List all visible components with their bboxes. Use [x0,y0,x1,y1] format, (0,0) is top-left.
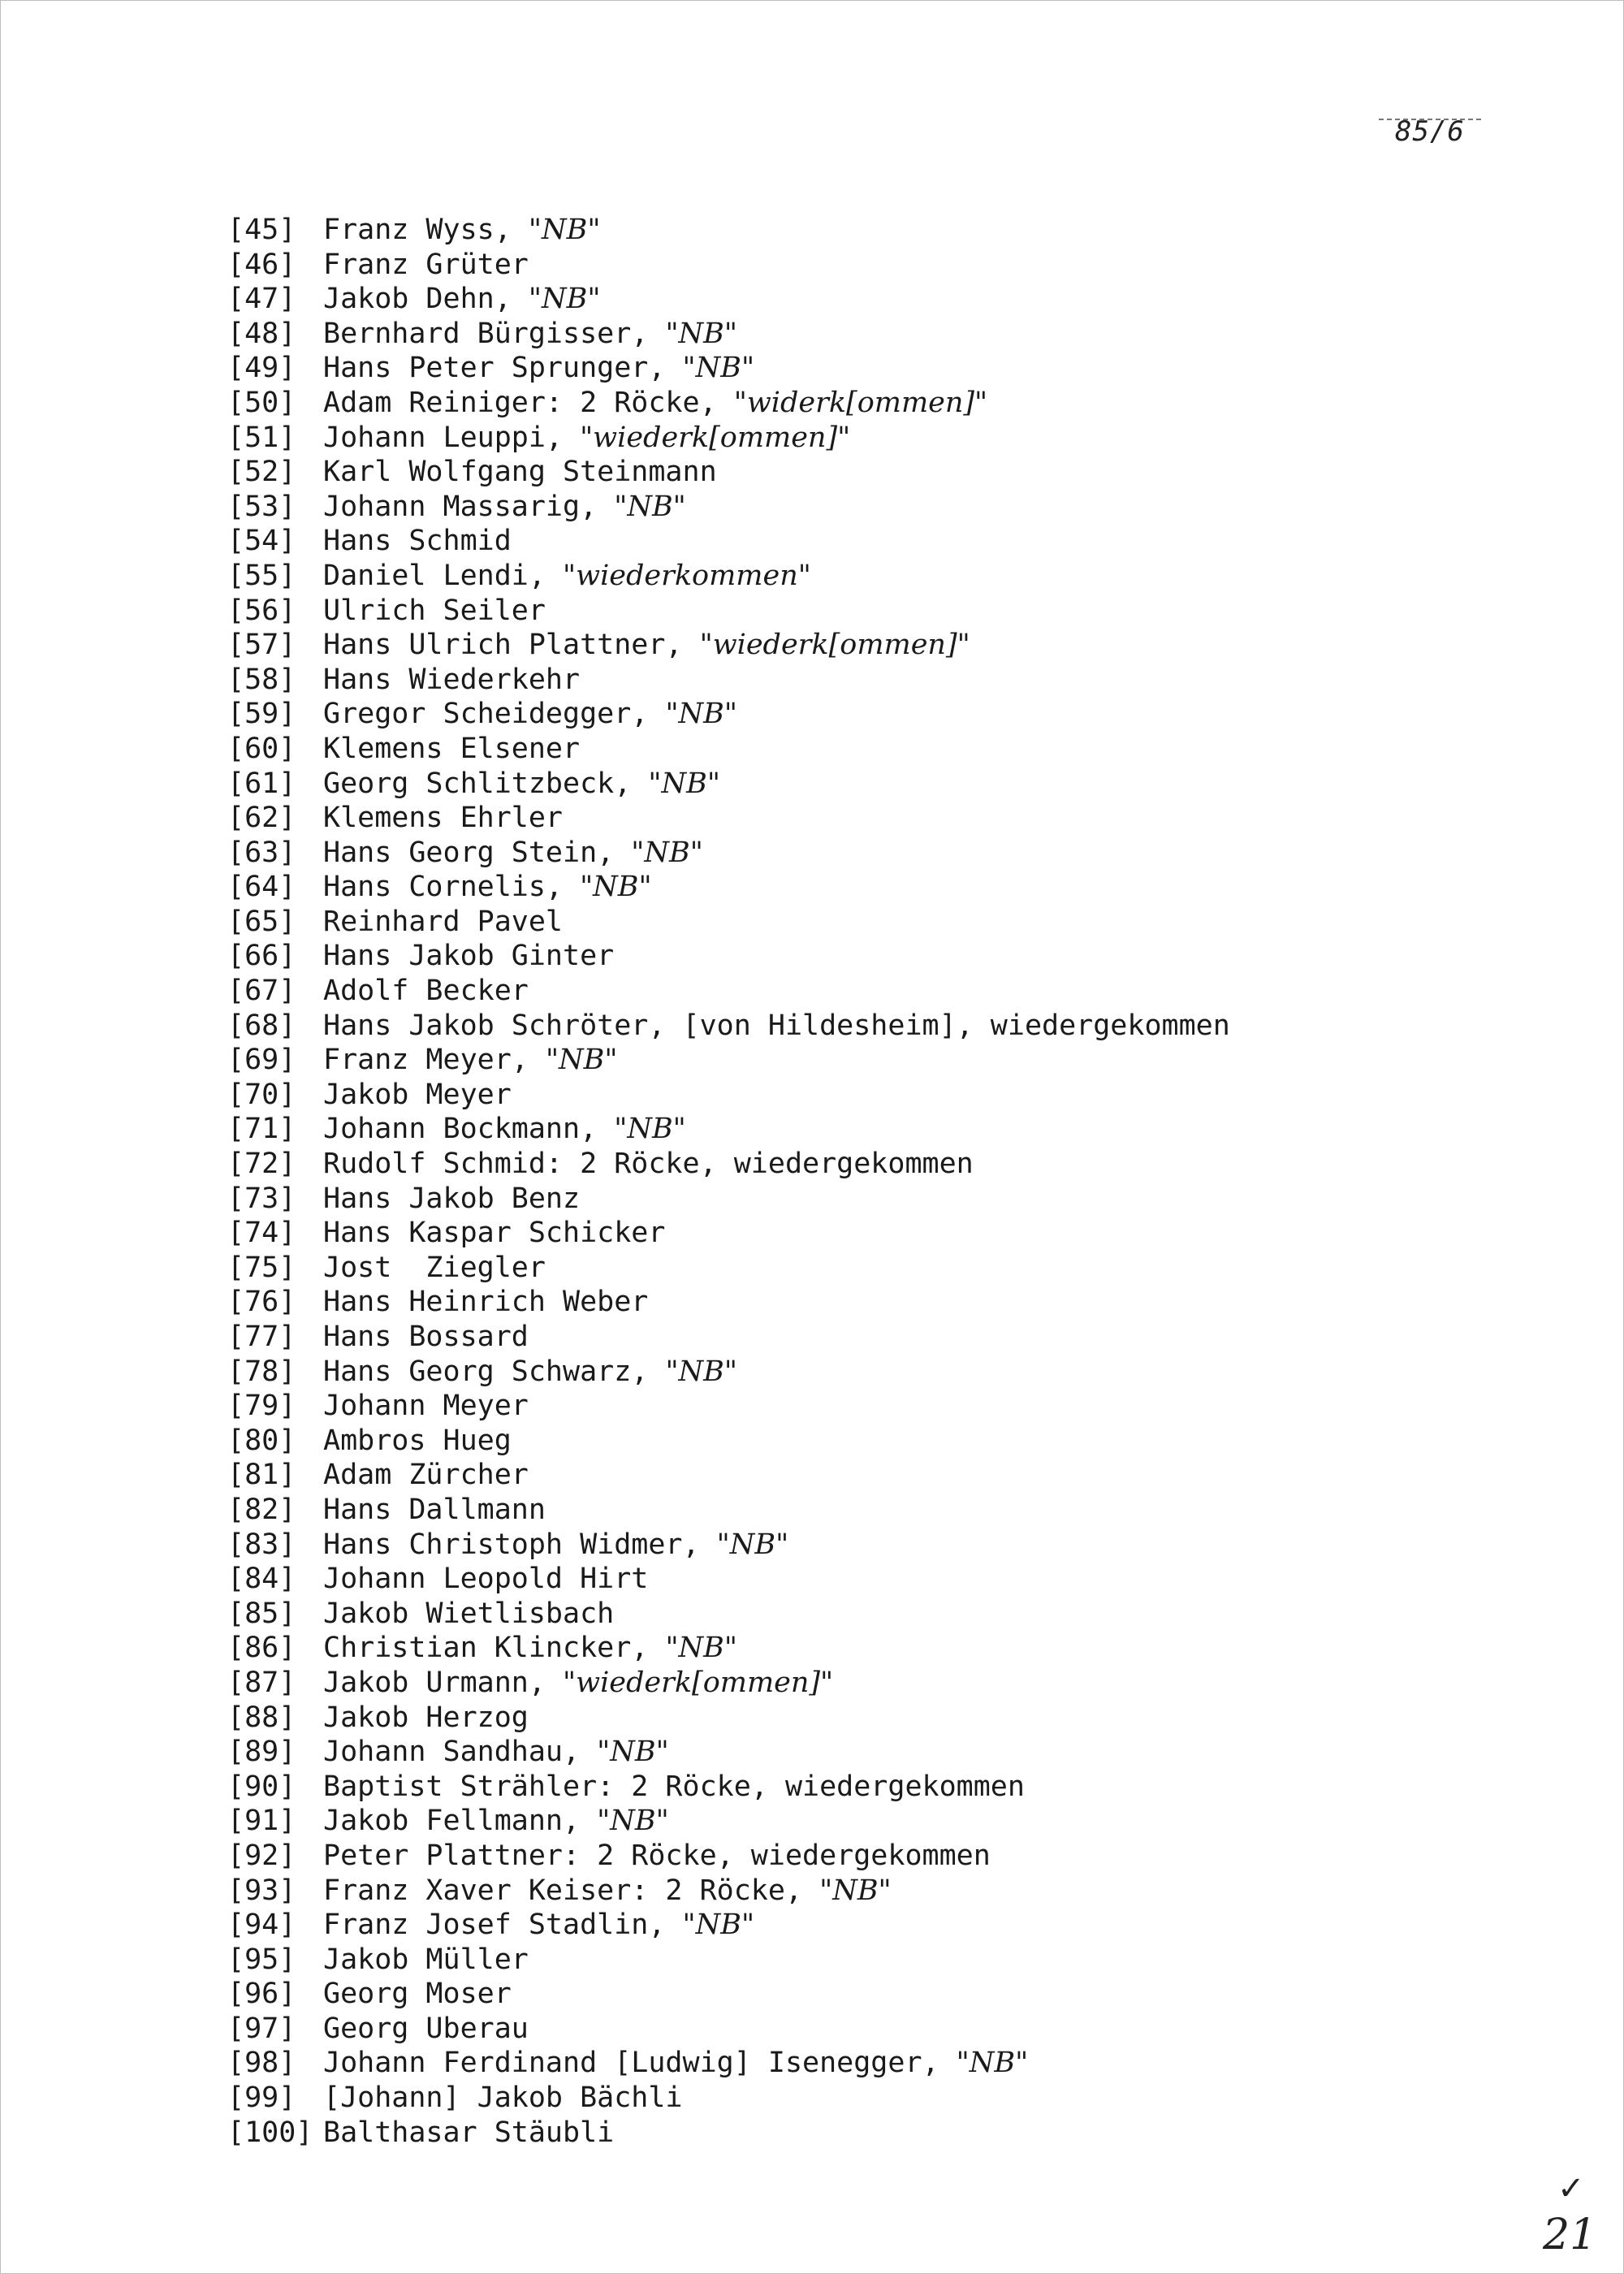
list-item [227,1977,1230,2012]
list-item [227,1528,1230,1563]
entry-number: [50] [227,386,296,419]
entry-text: Johann Sandhau, [323,1736,598,1769]
list-item [227,1562,1230,1597]
entry-annotation: "NB" [597,1805,669,1838]
list-item [227,2046,1230,2081]
list-item [227,490,1230,525]
entry-number: [90] [227,1770,296,1803]
list-item [227,697,1230,732]
entry-number: [47] [227,283,296,316]
list-item [227,1597,1230,1632]
entry-number: [83] [227,1528,296,1561]
list-item [227,1666,1230,1701]
list-item [227,1078,1230,1113]
entry-text: Balthasar Stäubli [323,2116,615,2149]
list-item [227,213,1230,248]
entry-annotation: "NB" [597,1736,669,1769]
entry-text: Georg Schlitzbeck, [323,767,649,800]
list-item [227,801,1230,836]
entry-number: [84] [227,1563,296,1596]
entry-text: Hans Georg Schwarz, [323,1355,666,1388]
entry-number: [71] [227,1113,296,1146]
list-item [227,1285,1230,1320]
entry-text: Hans Jakob Ginter [323,940,615,973]
entry-text: Jakob Müller [323,1943,529,1976]
entry-list [227,213,1230,2150]
entry-text: Hans Schmid [323,525,512,558]
list-item [227,282,1230,317]
entry-text: Hans Ulrich Plattner, [323,629,700,662]
entry-number: [56] [227,594,296,627]
list-item [227,1147,1230,1182]
entry-annotation: "NB" [716,1528,789,1561]
entry-text: Hans Jakob Schröter, [von Hildesheim], wiedergekommen [323,1009,1230,1042]
entry-text: Adolf Becker [323,975,529,1008]
entry-number: [88] [227,1701,296,1734]
entry-number: [62] [227,802,296,835]
entry-text: Adam Reiniger: 2 Röcke, [323,386,734,419]
entry-text: Ambros Hueg [323,1424,512,1457]
entry-annotation: "wiederk[ommen]" [563,1666,834,1699]
entry-number: [78] [227,1355,296,1388]
entry-number: [68] [227,1009,296,1042]
list-item [227,939,1230,974]
list-item [227,1839,1230,1874]
entry-number: [86] [227,1632,296,1665]
list-item [227,1389,1230,1424]
entry-text: Hans Peter Sprunger, [323,352,683,385]
entry-text: Jakob Meyer [323,1078,512,1111]
entry-text: Johann Leopold Hirt [323,1563,649,1596]
entry-number: [94] [227,1909,296,1942]
list-item [227,974,1230,1009]
entry-text: Adam Zürcher [323,1459,529,1492]
entry-number: [70] [227,1078,296,1111]
entry-number: [91] [227,1805,296,1838]
entry-text: Peter Plattner: 2 Röcke, wiedergekommen [323,1839,991,1872]
list-item [227,1320,1230,1355]
list-item [227,1770,1230,1805]
entry-number: [76] [227,1286,296,1319]
entry-text: Johann Leuppi, [323,421,581,454]
entry-number: [61] [227,767,296,800]
entry-annotation: "NB" [528,214,601,246]
entry-number: [74] [227,1217,296,1250]
entry-number: [79] [227,1390,296,1423]
list-item [227,1009,1230,1044]
entry-text: Hans Christoph Widmer, [323,1528,717,1561]
entry-number: [60] [227,732,296,765]
entry-text: Georg Uberau [323,2012,529,2045]
entry-text: Georg Moser [323,1978,512,2011]
list-item [227,594,1230,629]
entry-text: Johann Massarig, [323,490,615,523]
list-item [227,1355,1230,1390]
entry-text: Reinhard Pavel [323,905,564,938]
entry-text: Hans Georg Stein, [323,836,632,869]
entry-annotation: "widerk[ommen]" [733,386,988,419]
entry-text: Jakob Urmann, [323,1666,564,1699]
entry-text: Hans Jakob Benz [323,1182,581,1215]
entry-text: Franz Meyer, [323,1044,546,1077]
entry-number: [55] [227,559,296,592]
list-item [227,421,1230,456]
entry-number: [64] [227,871,296,904]
list-item [227,1943,1230,1978]
entry-text: Johann Bockmann, [323,1113,615,1146]
entry-number: [69] [227,1044,296,1077]
list-item [227,2116,1230,2151]
entry-annotation: "NB" [648,767,720,800]
entry-number: [57] [227,629,296,662]
list-item [227,1424,1230,1459]
entry-text: Franz Grüter [323,248,529,281]
entry-annotation: "NB" [682,1909,755,1942]
entry-number: [73] [227,1182,296,1215]
list-item [227,628,1230,663]
entry-text: Jakob Herzog [323,1701,529,1734]
list-item [227,663,1230,698]
entry-number: [72] [227,1148,296,1181]
entry-annotation: "NB" [682,352,755,385]
entry-number: [65] [227,905,296,938]
entry-number: [67] [227,975,296,1008]
list-item [227,870,1230,905]
list-item [227,386,1230,421]
entry-annotation: "NB" [665,317,737,350]
entry-number: [75] [227,1251,296,1284]
entry-text: Johann Ferdinand [Ludwig] Isenegger, [323,2047,957,2080]
list-item [227,1631,1230,1666]
entry-annotation: "NB" [631,836,703,869]
entry-text: Christian Klincker, [323,1632,666,1665]
entry-text: Karl Wolfgang Steinmann [323,456,717,489]
entry-text: Franz Xaver Keiser: 2 Röcke, [323,1874,820,1907]
entry-text: Johann Meyer [323,1390,529,1423]
entry-text: Daniel Lendi, [323,559,564,592]
list-item [227,2012,1230,2047]
entry-number: [80] [227,1424,296,1457]
entry-text: Jakob Fellmann, [323,1805,598,1838]
entry-text: [Johann] Jakob Bächli [323,2082,683,2115]
list-item [227,1182,1230,1217]
entry-text: Hans Dallmann [323,1493,546,1526]
entry-number: [63] [227,836,296,869]
list-item [227,559,1230,594]
entry-text: Franz Wyss, [323,214,529,246]
entry-annotation: "NB" [956,2047,1029,2080]
reference-mark: 85/6 [1395,115,1465,148]
entry-annotation: "NB" [528,283,601,316]
entry-annotation: "NB" [614,490,686,523]
entry-annotation: "NB" [665,698,737,731]
entry-text: Hans Bossard [323,1321,529,1353]
list-item [227,732,1230,767]
list-item [227,317,1230,352]
entry-number: [100] [227,2116,313,2149]
list-item [227,1701,1230,1736]
entry-number: [89] [227,1736,296,1769]
list-item [227,836,1230,871]
entry-text: Bernhard Bürgisser, [323,317,666,350]
entry-number: [82] [227,1493,296,1526]
entry-number: [45] [227,214,296,246]
entry-annotation: "NB" [580,871,652,904]
entry-text: Gregor Scheidegger, [323,698,666,731]
list-item [227,1735,1230,1770]
entry-text: Klemens Elsener [323,732,581,765]
list-item [227,1251,1230,1286]
entry-number: [46] [227,248,296,281]
entry-number: [48] [227,317,296,350]
list-item [227,1216,1230,1251]
entry-text: Jakob Wietlisbach [323,1597,615,1630]
list-item [227,1493,1230,1528]
list-item [227,248,1230,283]
entry-annotation: "wiederkommen" [563,559,811,592]
entry-number: [51] [227,421,296,454]
entry-text: Hans Cornelis, [323,871,581,904]
list-item [227,767,1230,802]
entry-text: Hans Heinrich Weber [323,1286,649,1319]
list-item [227,1908,1230,1943]
list-item [227,1804,1230,1839]
entry-text: Baptist Strähler: 2 Röcke, wiedergekommen [323,1770,1025,1803]
list-item [227,1458,1230,1493]
list-item [227,1874,1230,1909]
page-number: 21 [1543,2211,1597,2259]
entry-number: [97] [227,2012,296,2045]
entry-annotation: "NB" [819,1874,892,1907]
entry-text: Ulrich Seiler [323,594,546,627]
list-item [227,1043,1230,1078]
entry-text: Franz Josef Stadlin, [323,1909,683,1942]
entry-number: [92] [227,1839,296,1872]
entry-number: [81] [227,1459,296,1492]
entry-annotation: "wiederk[ommen]" [580,421,851,454]
entry-annotation: "NB" [665,1632,737,1665]
entry-number: [59] [227,698,296,731]
entry-number: [99] [227,2082,296,2115]
entry-number: [77] [227,1321,296,1353]
list-item [227,524,1230,559]
entry-number: [87] [227,1666,296,1699]
list-item [227,905,1230,940]
entry-number: [66] [227,940,296,973]
entry-text: Jakob Dehn, [323,283,529,316]
entry-number: [93] [227,1874,296,1907]
list-item [227,455,1230,490]
entry-annotation: "NB" [614,1113,686,1146]
entry-number: [96] [227,1978,296,2011]
entry-number: [85] [227,1597,296,1630]
entry-text: Rudolf Schmid: 2 Röcke, wiedergekommen [323,1148,974,1181]
entry-text: Jost Ziegler [323,1251,546,1284]
entry-number: [52] [227,456,296,489]
entry-number: [53] [227,490,296,523]
check-mark-icon: ✓ [1557,2170,1585,2207]
entry-number: [98] [227,2047,296,2080]
entry-annotation: "wiederk[ommen]" [699,629,970,662]
entry-number: [58] [227,663,296,696]
list-item [227,2081,1230,2116]
entry-annotation: "NB" [545,1044,618,1077]
entry-annotation: "NB" [665,1355,737,1388]
entry-number: [95] [227,1943,296,1976]
entry-text: Hans Kaspar Schicker [323,1217,666,1250]
entry-number: [54] [227,525,296,558]
list-item [227,351,1230,386]
entry-number: [49] [227,352,296,385]
entry-text: Hans Wiederkehr [323,663,581,696]
entry-text: Klemens Ehrler [323,802,564,835]
list-item [227,1112,1230,1147]
